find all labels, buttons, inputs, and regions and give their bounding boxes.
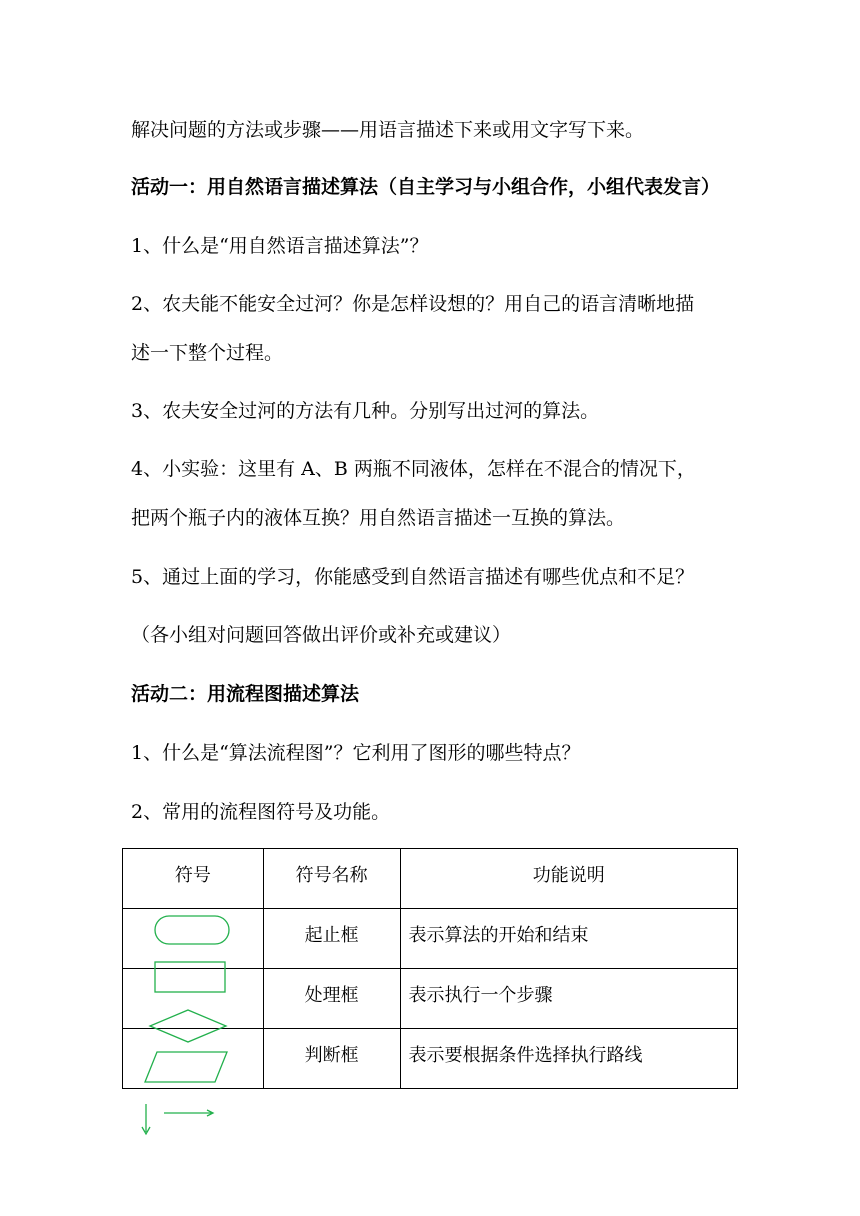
flow-arrow-down-icon — [142, 1104, 150, 1134]
header-symbol: 符号 — [123, 849, 264, 909]
table-row — [123, 1029, 738, 1089]
header-symbol-name: 符号名称 — [263, 849, 400, 909]
flow-arrow-right-icon — [164, 1110, 213, 1116]
table-row — [123, 969, 738, 1029]
table-row — [123, 909, 738, 969]
symbol-description-cell: 表示算法的开始和结束 — [400, 909, 737, 969]
question-4-line-2: 把两个瓶子内的液体互换？用自然语言描述一互换的算法。 — [131, 507, 626, 529]
question-1: 1、什么是“用自然语言描述算法”？ — [131, 235, 429, 257]
symbol-cell — [123, 1029, 264, 1089]
question-2-line-1: 2、农夫能不能安全过河？你是怎样设想的？用自己的语言清晰地描 — [131, 293, 695, 315]
intro-paragraph: 解决问题的方法或步骤——用语言描述下来或用文字写下来。 — [131, 119, 645, 141]
question-2-line-2: 述一下整个过程。 — [131, 342, 284, 364]
header-function: 功能说明 — [400, 849, 737, 909]
activity-two-question-1: 1、什么是“算法流程图”？它利用了图形的哪些特点？ — [131, 742, 581, 764]
activity-one-heading: 活动一：用自然语言描述算法（自主学习与小组合作，小组代表发言） — [131, 176, 721, 198]
flowchart-symbol-table — [122, 848, 738, 1089]
symbol-description-cell: 表示要根据条件选择执行路线 — [400, 1029, 737, 1089]
question-3: 3、农夫安全过河的方法有几种。分别写出过河的算法。 — [131, 400, 600, 422]
table-header-row — [123, 849, 738, 909]
activity-two-heading: 活动二：用流程图描述算法 — [131, 683, 360, 705]
symbol-cell — [123, 909, 264, 969]
symbol-description-cell: 表示执行一个步骤 — [400, 969, 737, 1029]
symbol-name-cell: 处理框 — [263, 969, 400, 1029]
activity-two-question-2: 2、常用的流程图符号及功能。 — [131, 801, 391, 823]
symbol-name-cell: 起止框 — [263, 909, 400, 969]
symbol-cell — [123, 969, 264, 1029]
question-4-line-1: 4、小实验：这里有 A、B 两瓶不同液体，怎样在不混合的情况下， — [131, 458, 696, 480]
question-5: 5、通过上面的学习，你能感受到自然语言描述有哪些优点和不足？ — [131, 566, 695, 588]
group-note: （各小组对问题回答做出评价或补充或建议） — [131, 624, 512, 646]
symbol-name-cell: 判断框 — [263, 1029, 400, 1089]
